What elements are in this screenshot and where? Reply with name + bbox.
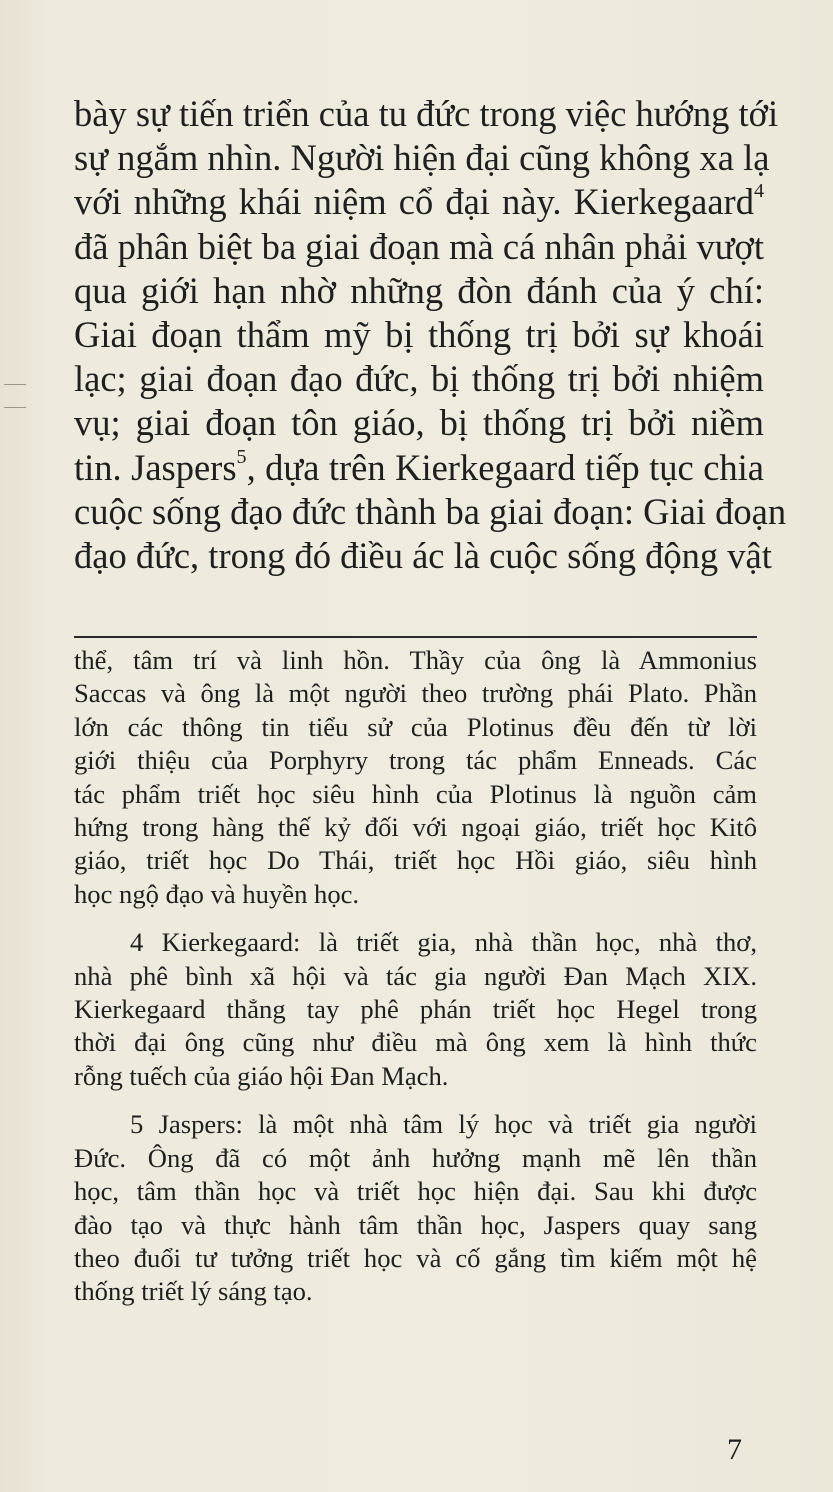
footnote-ref-4[interactable]: 4 (753, 180, 764, 203)
text-line: Giai đoạn thẩm mỹ bị thống trị bởi sự khoái (74, 314, 764, 356)
text-line: đã phân biệt ba giai đoạn mà cá nhân phải vượt (74, 225, 764, 267)
footnote-line: rỗng tuếch của giáo hội Đan Mạch. (74, 1060, 449, 1091)
footnote-divider (74, 636, 757, 638)
text-line: bày sự tiến triển của tu đức trong việc hướng tới (74, 93, 779, 134)
text-line: qua giới hạn nhờ những đòn đánh của ý chí: (74, 269, 764, 311)
text-segment: tin. Jaspers (74, 446, 237, 488)
footnote-5 (74, 1108, 757, 1308)
footnote-line: 4 Kierkegaard: là triết gia, nhà thần học, nhà thơ, (130, 927, 757, 958)
text-line: sự ngắm nhìn. Người hiện đại cũng không xa lạ (74, 137, 770, 179)
footnote-line: Kierkegaard thẳng tay phê phán triết học Hegel trong (74, 994, 757, 1025)
footnote-line: giáo, triết học Do Thái, triết học Hồi giáo, siêu hình (74, 845, 757, 876)
footnote-line: 5 Jaspers: là một nhà tâm lý học và triết gia người (130, 1109, 757, 1140)
footnote-line: hứng trong hàng thế kỷ đối với ngoại giáo, triết học Kitô (74, 812, 757, 843)
footnote-line: tác phẩm triết học siêu hình của Plotinus là nguồn cảm (74, 778, 757, 809)
footnotes (74, 644, 757, 1324)
text-segment: , dựa trên Kierkegaard tiếp tục chia (246, 446, 764, 488)
body-text (74, 92, 787, 578)
text-line: vụ; giai đoạn tôn giáo, bị thống trị bởi niềm (74, 402, 764, 444)
footnote-line: học, tâm thần học và triết học hiện đại. Sau khi được (74, 1176, 757, 1207)
footnote-4 (74, 926, 757, 1093)
footnote-line: thống triết lý sáng tạo. (74, 1276, 313, 1307)
footnote-line: học ngộ đạo và huyền học. (74, 878, 360, 909)
text-line (74, 446, 764, 490)
text-line: đạo đức, trong đó điều ác là cuộc sống động vật (74, 535, 772, 577)
footnote-line: theo đuổi tư tưởng triết học và cố gắng tìm kiếm một hệ (74, 1242, 757, 1273)
footnote-line: lớn các thông tin tiểu sử của Plotinus đều đến từ lời (74, 711, 757, 742)
text-line (74, 180, 764, 224)
text-line: lạc; giai đoạn đạo đức, bị thống trị bởi nhiệm (74, 358, 764, 400)
footnote-ref-5[interactable]: 5 (236, 445, 247, 468)
footnote-line: nhà phê bình xã hội và tác gia người Đan Mạch XIX. (74, 960, 757, 991)
footnote-continuation (74, 644, 757, 911)
footnote-line: thể, tâm trí và linh hồn. Thầy của ông là Ammonius (74, 645, 757, 675)
footnote-line: Đức. Ông đã có một ảnh hưởng mạnh mẽ lên thần (74, 1142, 757, 1173)
margin-mark (4, 384, 26, 385)
footnote-line: thời đại ông cũng như điều mà ông xem là hình thức (74, 1027, 757, 1058)
text-segment: với những khái niệm cổ đại này. Kierkegaard (74, 181, 754, 223)
text-line: cuộc sống đạo đức thành ba giai đoạn: Giai đoạn (74, 490, 787, 532)
footnote-line: đào tạo và thực hành tâm thần học, Jaspers quay sang (74, 1209, 757, 1240)
footnote-line: giới thiệu của Porphyry trong tác phẩm Enneads. Các (74, 745, 757, 776)
page-number: 7 (727, 1433, 742, 1466)
margin-mark (4, 407, 26, 408)
footnote-line: Saccas và ông là một người theo trường phái Plato. Phần (74, 678, 757, 709)
